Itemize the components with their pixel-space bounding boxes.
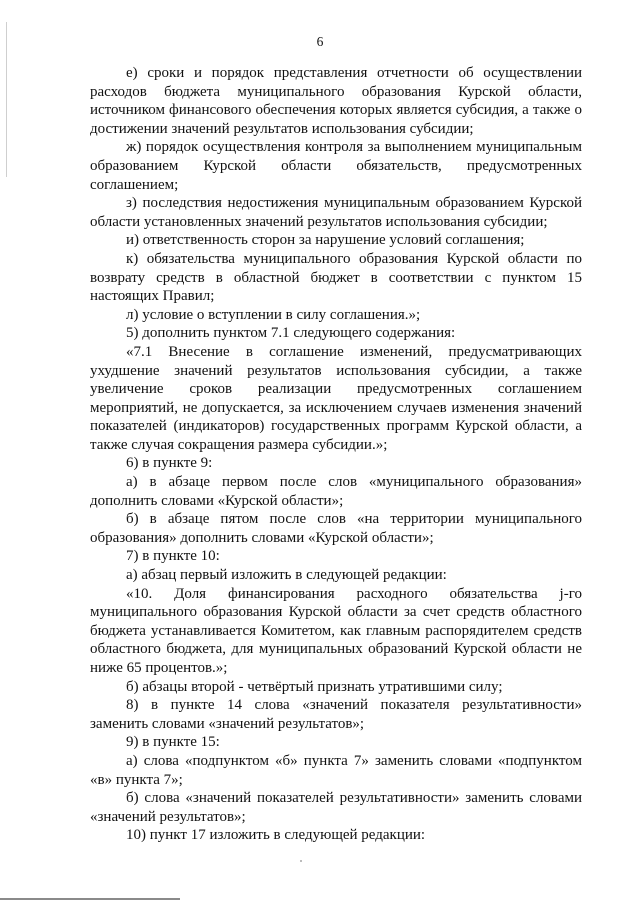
paragraph-clause-7-1: «7.1 Внесение в соглашение изменений, предусматривающих ухудшение значений результатов использования субсидии, а также увеличение сроков реализации предусмотренных соглашением мероприятий, не допускается, за исключением случаев изменения значений показателей (индикаторов) государственных программ Курской области, а также случая сокращения размера субсидии.»; — [90, 343, 582, 453]
paragraph-zh-control: ж) порядок осуществления контроля за выполнением муниципальным образованием Курской области обязательств, предусмотренных соглашением; — [90, 139, 582, 193]
paragraph-i-responsibility: и) ответственность сторон за нарушение условий соглашения; — [126, 232, 525, 249]
paragraph-k-obligations: к) обязательства муниципального образования Курской области по возврату средств в областной бюджет в соответствии с пунктом 15 настоящих Правил; — [90, 250, 582, 305]
paragraph-clause-10: «10. Доля финансирования расходного обязательства j-го муниципального образования Курской области за счет средств областного бюджета устанавливается Комитетом, как главным распорядителем средств областного бюджета, для муниципальных образований Курской области не ниже 65 процентов.»; — [90, 585, 582, 676]
paragraph-z-consequences: з) последствия недостижения муниципальным образованием Курской области установленных значений результатов использования субсидии; — [90, 195, 582, 230]
paragraph-item-6a: а) в абзаце первом после слов «муниципального образования» дополнить словами «Курской области»; — [90, 474, 582, 509]
page-number: 6 — [316, 34, 324, 49]
paragraph-item-9a: а) слова «подпунктом «б» пункта 7» заменить словами «подпунктом «в» пункта 7»; — [90, 752, 582, 788]
scan-speck — [300, 860, 302, 862]
paragraph-item-9b: б) слова «значений показателей результативности» заменить словами «значений результатов»; — [90, 790, 582, 825]
paragraph-item-7b: б) абзацы второй - четвёртый признать утратившими силу; — [126, 678, 503, 695]
paragraph-item-7a: а) абзац первый изложить в следующей редакции: — [126, 567, 447, 584]
paragraph-item-10: 10) пункт 17 изложить в следующей редакции: — [126, 827, 426, 844]
paragraph-item-5: 5) дополнить пунктом 7.1 следующего содержания: — [126, 325, 456, 342]
paragraph-item-7: 7) в пункте 10: — [126, 548, 220, 565]
paragraph-l-entry-into-force: л) условие о вступлении в силу соглашения.»; — [126, 306, 421, 323]
paragraph-item-8: 8) в пункте 14 слова «значений показателя результативности» заменить словами «значений результатов»; — [90, 697, 582, 732]
paragraph-e-reporting: е) сроки и порядок представления отчетности об осуществлении расходов бюджета муниципального образования Курской области, источником финансового обеспечения которых является субсидия, а также о достижении значений результатов использования субсидии; — [90, 65, 582, 137]
paragraph-item-6b: б) в абзаце пятом после слов «на территории муниципального образования» дополнить словами «Курской области»; — [90, 511, 582, 546]
paragraph-item-9: 9) в пункте 15: — [126, 734, 220, 751]
scan-bottom-line — [0, 898, 180, 900]
document-body — [90, 64, 582, 845]
paragraph-item-6: 6) в пункте 9: — [126, 455, 213, 472]
